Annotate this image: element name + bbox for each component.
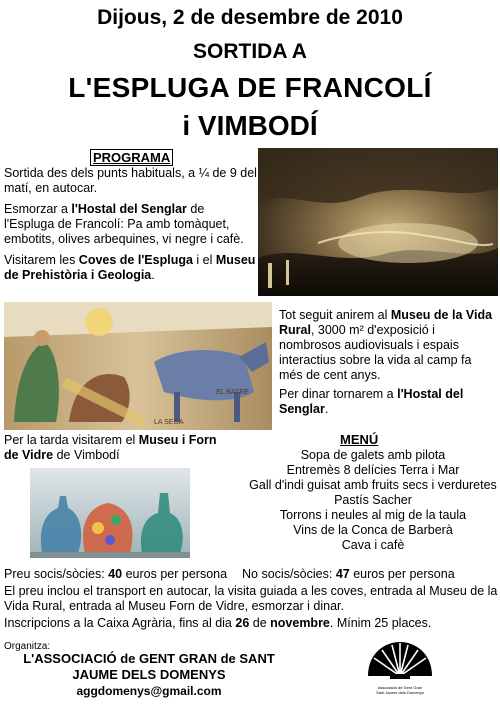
- menu-item: Vins de la Conca de Barberà: [293, 523, 453, 537]
- organizer-name: L'ASSOCIACIÓ de GENT GRAN de SANT JAUME DELS DOMENYS: [23, 651, 275, 682]
- menu-list: [248, 448, 498, 553]
- afternoon-text: Per la tarda visitarem el Museu i Forn de Vidre de Vimbodí: [4, 433, 217, 462]
- scallop-shell-icon: [360, 638, 440, 680]
- menu-item: Torrons i neules al mig de la taula: [279, 508, 467, 522]
- menu-label: MENÚ: [340, 432, 379, 447]
- program-label: PROGRAMA: [90, 149, 173, 166]
- logo-caption: Associació de Gent Gran Sant Jaume dels Domenys: [376, 685, 424, 695]
- program-paragraph-3: Visitarem les Coves de l'Espluga i el Museu de Prehistòria i Geologia.: [4, 253, 256, 282]
- prices-line: Preu socis/sòcies: 40 euros per persona No socis/sòcies: 47 euros per persona: [4, 567, 455, 581]
- rural-life-mural-image: [4, 302, 272, 430]
- glass-vases-photo: [30, 468, 190, 558]
- menu-item: Cava i cafè: [341, 538, 405, 552]
- date-heading: Dijous, 2 de desembre de 2010: [97, 6, 403, 29]
- menu-item: Pastís Sacher: [334, 493, 412, 507]
- price-includes: El preu inclou el transport en autocar, la visita guiada a les coves, entrada al Museu de la Vida Rural, entrada al Museu Forn de Vidre, esmorzar i dinar.: [4, 584, 498, 613]
- menu-item: Gall d'indi guisat amb fruits secs i verduretes: [249, 478, 497, 492]
- program-paragraph-2: Esmorzar a l'Hostal del Senglar de l'Espluga de Francolí: Pa amb tomàquet, embotits, olives arbequines, vi negre i cafè.: [4, 202, 244, 246]
- rural-museum-text: [279, 308, 497, 417]
- organizer-label: Organitza:: [4, 641, 51, 652]
- place-heading-line2: i VIMBODÍ: [182, 110, 318, 141]
- mural-label-el-batre: EL BATRE: [216, 389, 250, 396]
- subtitle-heading: SORTIDA A: [193, 40, 307, 63]
- program-paragraph-1: Sortida des dels punts habituals, a ¼ de 9 del matí, en autocar.: [4, 166, 257, 195]
- association-logo: [360, 638, 440, 694]
- mural-label-la-sega: LA SEGA: [154, 419, 184, 426]
- signup-line: Inscripcions a la Caixa Agrària, fins al dia 26 de novembre. Mínim 25 places.: [4, 616, 432, 630]
- cave-photo: [258, 148, 498, 296]
- organizer-email[interactable]: aggdomenys@gmail.com: [76, 684, 222, 698]
- place-heading-line1: L'ESPLUGA DE FRANCOLÍ: [68, 72, 432, 103]
- lunch-paragraph: Per dinar tornarem a l'Hostal del Senglar.: [279, 387, 464, 416]
- rural-museum-paragraph: Tot seguit anirem al Museu de la Vida Rural, 3000 m² d'exposició i nombrosos audiovisuals i espais interactius sobre la vida al camp fa més de cent anys.: [279, 308, 493, 382]
- program-text: [4, 166, 258, 283]
- menu-item: Entremès 8 delícies Terra i Mar: [286, 463, 460, 477]
- prices-block: [4, 567, 498, 631]
- menu-item: Sopa de galets amb pilota: [300, 448, 446, 462]
